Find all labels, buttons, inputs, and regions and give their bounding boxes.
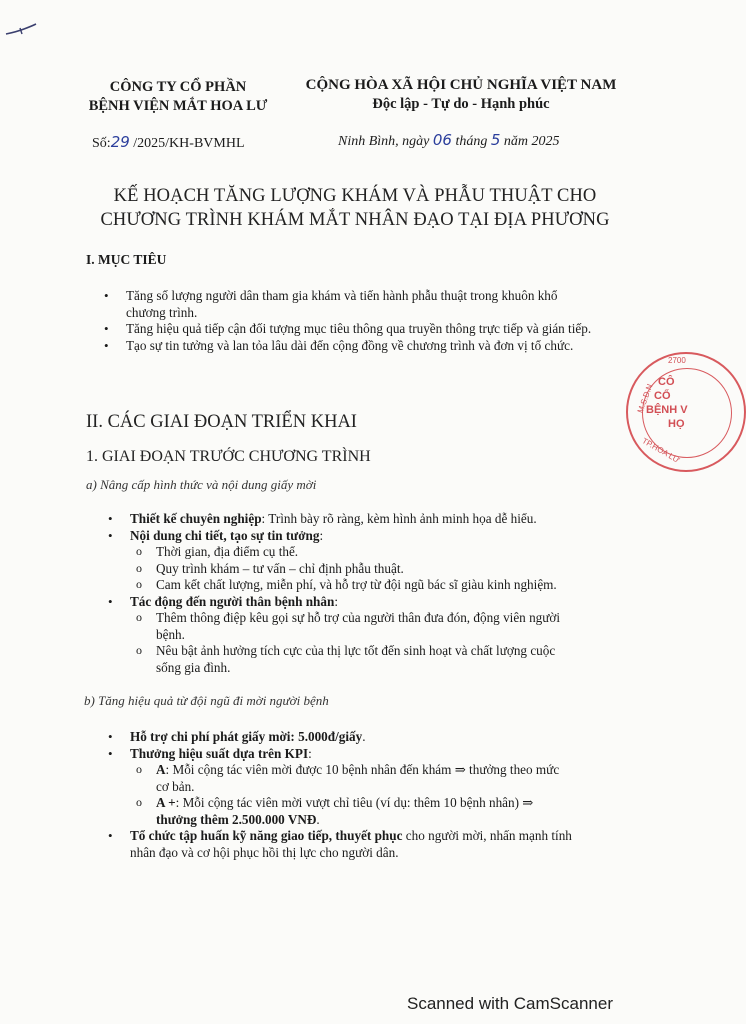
date-month-label: tháng: [451, 134, 491, 149]
item-text: .: [362, 729, 366, 744]
item-text: cho người mời, nhấn mạnh tính nhân đạo và cơ hội phục hồi thị lực cho người dân.: [130, 828, 572, 860]
sub-list: [132, 762, 572, 828]
list-item: [108, 729, 598, 746]
sub-list: [132, 610, 572, 676]
item-text: :: [308, 745, 312, 761]
item-text: :: [319, 527, 324, 543]
document-date: [338, 131, 560, 150]
list-item: [108, 594, 598, 677]
organization-header: [78, 78, 278, 116]
item-text: : Trình bày rõ ràng, kèm hình ảnh minh họa dễ hiểu.: [261, 511, 537, 526]
doc-number-prefix: Số:: [92, 136, 111, 151]
bold-label: Tổ chức tập huấn kỹ năng giao tiếp, thuyết phục: [130, 828, 403, 843]
list-item: [108, 828, 598, 861]
motto: Độc lập - Tự do - Hạnh phúc: [372, 96, 550, 112]
seal-ring-left: M.S.D.N: [635, 382, 655, 415]
seal-line-2: CỔ: [654, 390, 671, 402]
part-b-heading: b) Tăng hiệu quả từ đội ngũ đi mời người bệnh: [84, 693, 329, 708]
bold-label: A +: [156, 795, 176, 810]
item-text: : Mỗi cộng tác viên mời vượt chỉ tiêu (ví dụ: thêm 10 bệnh nhân) ⇒: [175, 795, 534, 810]
subsection-1-heading: 1. GIAI ĐOẠN TRƯỚC CHƯƠNG TRÌNH: [86, 448, 371, 465]
sub-list-item: [132, 762, 572, 795]
seal-bottom-text: TP.HOA LƯ: [640, 436, 682, 465]
org-line-2: BỆNH VIỆN MẮT HOA LƯ: [88, 98, 268, 114]
part-a-list: [108, 511, 598, 676]
sub-list-item: o Thời gian, địa điểm cụ thể.: [132, 544, 572, 561]
national-header: [296, 76, 626, 114]
date-month: 5: [490, 131, 501, 149]
title-line-1: KẾ HOẠCH TĂNG LƯỢNG KHÁM VÀ PHẪU THUẬT CHO: [113, 186, 597, 206]
sub-list-item: o Nêu bật ảnh hưởng tích cực của thị lực tốt đến sinh hoạt và chất lượng cuộc sống gia đình.: [132, 643, 572, 676]
list-item: • Tăng hiệu quả tiếp cận đối tượng mục tiêu thông qua truyền thông trực tiếp và gián tiếp.: [104, 321, 592, 338]
list-item: [108, 746, 598, 829]
list-item: [108, 528, 598, 594]
company-seal: [626, 352, 746, 472]
sub-list-item: o Thêm thông điệp kêu gọi sự hỗ trợ của người thân đưa đón, động viên người bệnh.: [132, 610, 572, 643]
date-year: năm 2025: [500, 134, 560, 149]
part-a-heading: a) Nâng cấp hình thức và nội dung giấy mời: [86, 477, 317, 492]
sub-list-item: o Cam kết chất lượng, miễn phí, và hỗ trợ từ đội ngũ bác sĩ giàu kinh nghiệm.: [132, 577, 572, 594]
sub-list-item: [132, 795, 572, 828]
sub-list-item: o Quy trình khám – tư vấn – chỉ định phẫu thuật.: [132, 561, 572, 578]
sub-list: [132, 544, 572, 594]
part-b-list: [108, 729, 598, 861]
section-1-list: [104, 288, 592, 354]
doc-number-handwritten: 29: [110, 133, 130, 151]
document-title: [60, 184, 650, 232]
title-line-2: CHƯƠNG TRÌNH KHÁM MẮT NHÂN ĐẠO TẠI ĐỊA PHƯƠNG: [100, 210, 610, 230]
item-text: .: [316, 811, 320, 827]
org-line-1: CÔNG TY CỔ PHẦN: [109, 79, 247, 95]
bold-label: Nội dung chi tiết, tạo sự tin tưởng: [130, 527, 320, 543]
pen-mark: [4, 22, 38, 38]
bold-label: Tác động đến người thân bệnh nhân: [130, 593, 335, 609]
list-item: • Tăng số lượng người dân tham gia khám và tiến hành phẫu thuật trong khuôn khổ chương trình.: [104, 288, 592, 321]
nation-name: CỘNG HÒA XÃ HỘI CHỦ NGHĨA VIỆT NAM: [305, 77, 617, 93]
item-text: : Mỗi cộng tác viên mời được 10 bệnh nhân đến khám ⇒ thưởng theo mức cơ bản.: [156, 762, 560, 794]
seal-line-3: BỆNH V: [646, 404, 688, 416]
bold-label: Thiết kế chuyên nghiệp: [130, 511, 262, 526]
seal-line-4: HỌ: [668, 418, 685, 430]
section-1-heading: I. MỤC TIÊU: [86, 252, 167, 267]
section-2-heading: II. CÁC GIAI ĐOẠN TRIỂN KHAI: [86, 412, 357, 432]
list-item: • Tạo sự tin tưởng và lan tỏa lâu dài đến cộng đồng về chương trình và đơn vị tổ chức.: [104, 338, 592, 355]
document-number: [92, 133, 245, 152]
item-text: :: [334, 593, 338, 609]
list-item: [108, 511, 598, 528]
seal-ring-text: 2700: [668, 356, 686, 365]
bold-label: Thưởng hiệu suất dựa trên KPI: [130, 745, 309, 761]
bold-amount: thưởng thêm 2.500.000 VNĐ: [156, 811, 317, 827]
scanner-watermark: Scanned with CamScanner: [406, 994, 613, 1013]
doc-number-suffix: /2025/KH-BVMHL: [129, 136, 245, 151]
date-place: Ninh Bình, ngày: [338, 134, 433, 149]
bold-label: Hỗ trợ chi phí phát giấy mời: 5.000đ/giấy: [130, 729, 363, 744]
bold-label: A: [156, 762, 166, 777]
date-day: 06: [432, 131, 452, 149]
seal-line-1: CÔ: [658, 376, 675, 388]
